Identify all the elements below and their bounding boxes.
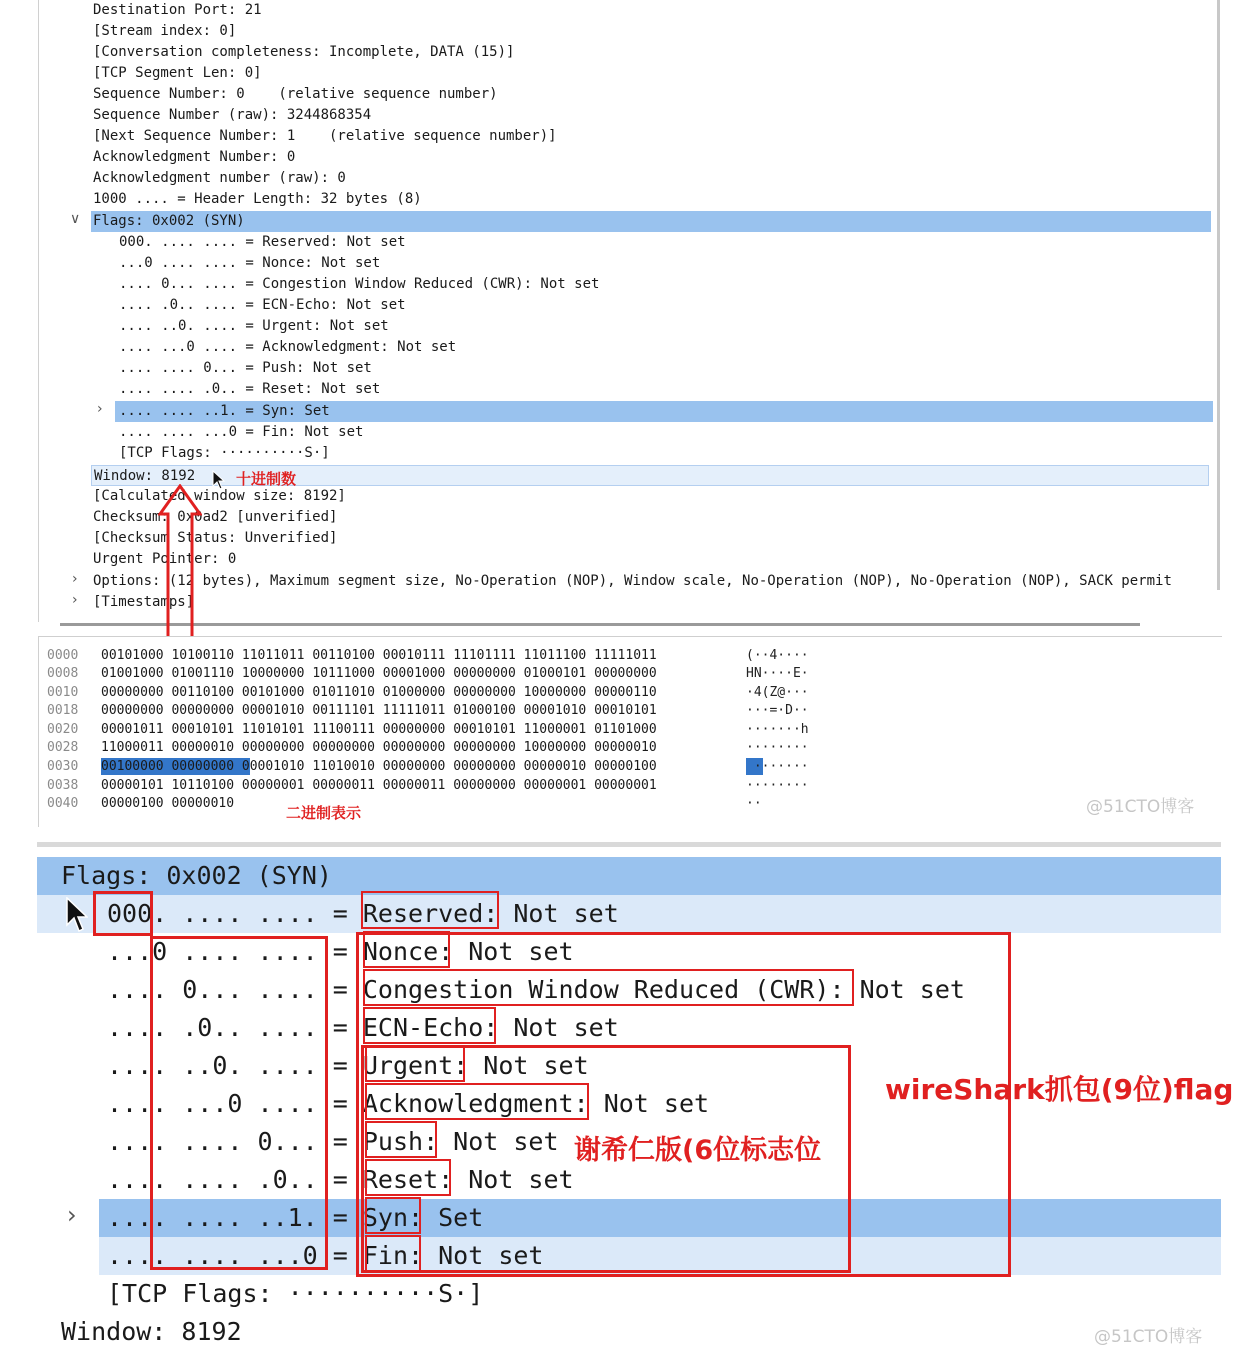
vertical-scrollbar[interactable] (1217, 0, 1220, 590)
syn-label-box (365, 1197, 421, 1234)
zoom-row-cwr[interactable]: .... 0... .... = Congestion Window Reduced (CWR): Not set (107, 975, 965, 1004)
byte-offset: 0020 (47, 722, 79, 737)
horizontal-scrollbar[interactable] (60, 623, 1140, 626)
tree-row-push[interactable]: .... .... 0... = Push: Not set (119, 360, 372, 376)
byte-offset: 0008 (47, 666, 79, 681)
nonce-label-box (363, 931, 450, 968)
byte-offset: 0010 (47, 685, 79, 700)
zoom-row-flags[interactable]: Flags: 0x002 (SYN) (37, 857, 1221, 895)
tree-row-header-length[interactable]: 1000 .... = Header Length: 32 bytes (8) (93, 191, 422, 207)
byte-ascii[interactable]: ·······h (746, 722, 809, 737)
annotation-binary: 二进制表示 (286, 804, 362, 822)
zoom-row-syn[interactable]: .... .... ..1. = Syn: Set (99, 1199, 1221, 1237)
byte-ascii[interactable]: HN····E· (746, 666, 809, 681)
byte-ascii[interactable]: ·4(Z@··· (746, 685, 809, 700)
tree-row-destination-port[interactable]: Destination Port: 21 (93, 2, 262, 18)
byte-ascii[interactable]: ······· (746, 759, 809, 774)
reset-label-box (365, 1159, 451, 1196)
byte-offset: 0000 (47, 648, 79, 663)
byte-offset: 0030 (47, 759, 79, 774)
flag-bits-box (150, 936, 328, 1270)
byte-ascii[interactable]: ·· (746, 796, 762, 811)
zoom-row-acknowledgment[interactable]: .... ...0 .... = Acknowledgment: Not set (107, 1089, 710, 1118)
tree-row-timestamps[interactable]: [Timestamps] (93, 594, 195, 610)
tree-row-syn[interactable]: .... .... ..1. = Syn: Set (115, 401, 1213, 422)
byte-bits[interactable]: 01001000 01001110 10000000 10111000 00001000 00000000 01000101 00000000 (101, 666, 657, 681)
tree-row-next-seq[interactable]: [Next Sequence Number: 1 (relative sequence number)] (93, 128, 557, 144)
byte-bits[interactable]: 00000000 00110100 00101000 01011010 01000000 00000000 10000000 00000110 (101, 685, 657, 700)
annotation-wireshark-9bit: wireShark抓包(9位)flag (885, 1073, 1234, 1106)
push-label-box (365, 1121, 437, 1158)
tree-row-segment-len[interactable]: [TCP Segment Len: 0] (93, 65, 262, 81)
reserved-label-box (361, 891, 499, 929)
annotation-decimal: 十进制数 (236, 470, 297, 488)
byte-ascii[interactable]: ········ (746, 740, 809, 755)
acknowledgment-label-box (365, 1083, 589, 1120)
tree-row-nonce[interactable]: ...0 .... .... = Nonce: Not set (119, 255, 381, 271)
tree-row-reserved[interactable]: 000. .... .... = Reserved: Not set (119, 234, 406, 250)
chevron-right-icon[interactable]: › (72, 592, 78, 608)
byte-bits[interactable]: 00101000 10100110 11011011 00110100 00010111 11101111 11011100 11111011 (101, 648, 657, 663)
urgent-label-box (365, 1045, 465, 1082)
tree-row-flags[interactable]: Flags: 0x002 (SYN) (91, 211, 1211, 232)
fin-label-box (365, 1235, 421, 1272)
packet-bytes-pane (38, 636, 1222, 827)
tree-row-tcp-flags[interactable]: [TCP Flags: ··········S·] (119, 445, 330, 461)
watermark: @51CTO博客 (1094, 1327, 1203, 1347)
byte-offset: 0018 (47, 703, 79, 718)
byte-offset: 0038 (47, 778, 79, 793)
byte-bits[interactable]: 11000011 00000010 00000000 00000000 00000000 00000000 10000000 00000010 (101, 740, 657, 755)
byte-ascii[interactable]: ········ (746, 778, 809, 793)
cwr-label-box (363, 969, 854, 1006)
reserved-bits-box (93, 891, 153, 936)
tree-row-conversation-completeness[interactable]: [Conversation completeness: Incomplete, DATA (15)] (93, 44, 515, 60)
tree-row-cwr[interactable]: .... 0... .... = Congestion Window Reduced (CWR): Not set (119, 276, 600, 292)
tree-row-checksum[interactable]: Checksum: 0x0ad2 [unverified] (93, 509, 338, 525)
zoom-row-urgent[interactable]: .... ..0. .... = Urgent: Not set (107, 1051, 589, 1080)
byte-offset: 0040 (47, 796, 79, 811)
chevron-right-icon[interactable]: › (72, 571, 78, 587)
byte-ascii[interactable]: ···=·D·· (746, 703, 809, 718)
mouse-pointer-icon (212, 470, 226, 490)
tree-row-ecn-echo[interactable]: .... .0.. .... = ECN-Echo: Not set (119, 297, 406, 313)
tree-row-fin[interactable]: .... .... ...0 = Fin: Not set (119, 424, 364, 440)
mouse-pointer-icon (66, 897, 88, 933)
byte-bits[interactable]: 00000000 00000000 00001010 00111101 11111011 01000100 00001010 00010101 (101, 703, 657, 718)
tree-row-acknowledgment[interactable]: .... ...0 .... = Acknowledgment: Not set (119, 339, 457, 355)
byte-offset: 0028 (47, 740, 79, 755)
tree-row-seq-raw[interactable]: Sequence Number (raw): 3244868354 (93, 107, 372, 123)
packet-details-pane (38, 0, 1222, 622)
tree-row-ack-number[interactable]: Acknowledgment Number: 0 (93, 149, 296, 165)
byte-bits[interactable]: 00001011 00010101 11010101 11100111 00000000 00010101 11000001 01101000 (101, 722, 657, 737)
byte-bits[interactable]: 00000100 00000010 (101, 796, 235, 811)
tree-row-options[interactable]: Options: (12 bytes), Maximum segment size, No-Operation (NOP), Window scale, No-Operation (NOP), No-Operation (NOP), SACK permit (93, 573, 1172, 589)
zoom-row-reset[interactable]: .... .... .0.. = Reset: Not set (107, 1165, 574, 1194)
tree-row-seq-number[interactable]: Sequence Number: 0 (relative sequence number) (93, 86, 498, 102)
tree-row-reset[interactable]: .... .... .0.. = Reset: Not set (119, 381, 381, 397)
zoom-row-ecn-echo[interactable]: .... .0.. .... = ECN-Echo: Not set (107, 1013, 619, 1042)
tree-row-calc-window[interactable]: [Calculated window size: 8192] (93, 488, 346, 504)
chevron-right-icon[interactable]: › (97, 401, 103, 417)
tree-row-checksum-status[interactable]: [Checksum Status: Unverified] (93, 530, 338, 546)
watermark: @51CTO博客 (1086, 797, 1195, 817)
annotation-xie-6bit: 谢希仁版(6位标志位 (574, 1135, 822, 1166)
zoom-row-nonce[interactable]: ...0 .... .... = Nonce: Not set (107, 937, 574, 966)
tree-row-window[interactable]: Window: 8192 (91, 465, 1209, 486)
tree-row-stream-index[interactable]: [Stream index: 0] (93, 23, 237, 39)
tree-row-urgent-pointer[interactable]: Urgent Pointer: 0 (93, 551, 237, 567)
byte-bits-selected[interactable]: 00100000 00000000 00001010 11010010 00000000 00000000 00000010 00000100 (101, 759, 657, 774)
zoom-row-tcp-flags[interactable]: [TCP Flags: ··········S·] (107, 1279, 484, 1308)
chevron-down-icon[interactable]: ∨ (70, 211, 81, 227)
zoom-row-fin[interactable]: .... .... ...0 = Fin: Not set (99, 1237, 1221, 1275)
chevron-right-icon[interactable]: › (67, 1201, 77, 1229)
zoom-row-reserved[interactable]: 000. .... .... = Reserved: Not set (37, 895, 1221, 933)
ecn-echo-label-box (363, 1007, 496, 1044)
zoom-row-push[interactable]: .... .... 0... = Push: Not set (107, 1127, 559, 1156)
tree-row-ack-raw[interactable]: Acknowledgment number (raw): 0 (93, 170, 346, 186)
byte-bits[interactable]: 00000101 10110100 00000001 00000011 00000011 00000000 00000001 00000001 (101, 778, 657, 793)
byte-ascii[interactable]: (··4···· (746, 648, 809, 663)
zoom-row-window[interactable]: Window: 8192 (61, 1317, 242, 1346)
tree-row-urgent[interactable]: .... ..0. .... = Urgent: Not set (119, 318, 389, 334)
